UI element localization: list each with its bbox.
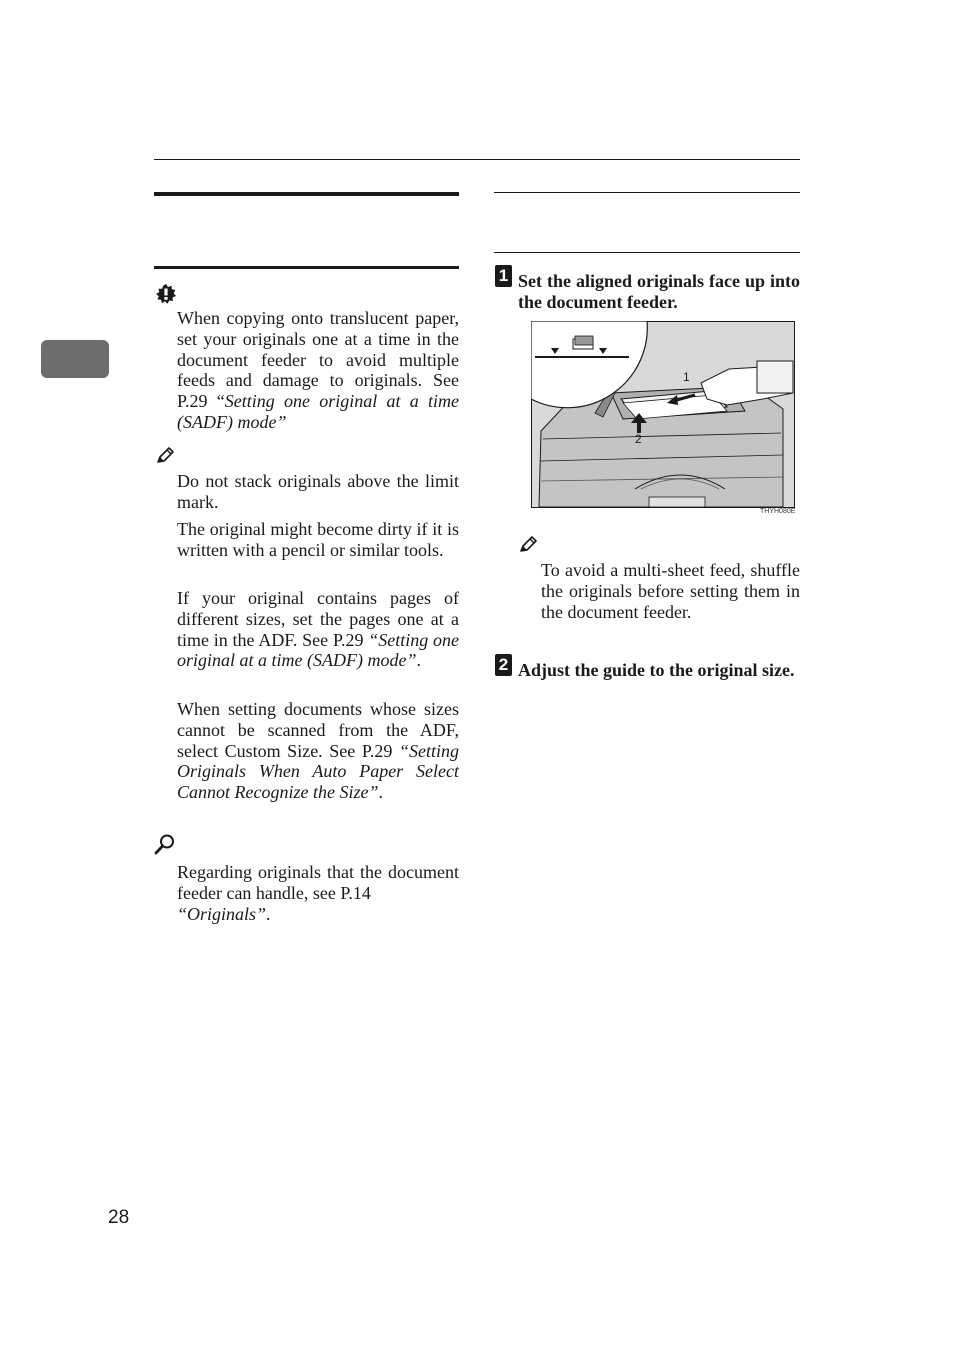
chapter-tab: [41, 340, 109, 378]
cross-reference-link[interactable]: P.29 “: [177, 391, 225, 412]
section-rule-right: [494, 192, 800, 193]
page-number: 28: [108, 1207, 130, 1228]
important-icon: [155, 283, 177, 305]
pencil-note-icon: [155, 446, 175, 466]
magnifier-reference-icon: [154, 833, 176, 855]
step-1-text: Set the aligned originals face up into the document feeder.: [518, 271, 800, 312]
note-text-3: If your original contains pages of different sizes, set the pages one at a time in the ADF. See P.29 “Setting one original at a time (SADF) mode”.: [177, 588, 460, 671]
cross-reference-link[interactable]: P.29: [361, 740, 399, 761]
step-number-1: 1: [495, 265, 512, 287]
document-feeder-illustration: [531, 321, 795, 508]
note-text-4: When setting documents whose sizes cannot be scanned from the ADF, select Custom Size. See P.29 “Setting Originals When Auto Paper Select Cannot Recognize the Size”.: [177, 699, 460, 803]
pencil-note-icon: [518, 535, 538, 555]
reference-text: Regarding originals that the document feeder can handle, see P.14 “Originals”.: [177, 862, 459, 924]
cross-reference-link[interactable]: P.29: [332, 629, 369, 650]
note-text-1: Do not stack originals above the limit mark.: [177, 471, 459, 512]
subsection-rule-right: [494, 252, 800, 253]
subsection-rule-left: [154, 266, 459, 269]
figure-label-1: 1: [683, 370, 690, 384]
note-text-right: To avoid a multi-sheet feed, shuffle the originals before setting them in the document feeder.: [541, 560, 800, 622]
header-rule: [154, 159, 800, 160]
cross-reference-link[interactable]: P.14: [340, 882, 371, 903]
figure-label-2: 2: [635, 432, 642, 446]
step-number-2: 2: [495, 654, 512, 676]
section-rule-left: [154, 192, 459, 196]
note-text-2: The original might become dirty if it is written with a pencil or similar tools.: [177, 519, 459, 560]
step-2-text: Adjust the guide to the original size.: [518, 660, 795, 680]
figure-code: THYH080E: [760, 508, 796, 515]
important-text: When copying onto translucent paper, set your originals one at a time in the document feeder to avoid multiple feeds and damage to originals. See P.29 “Setting one original at a time (SADF) mode”: [177, 308, 459, 432]
